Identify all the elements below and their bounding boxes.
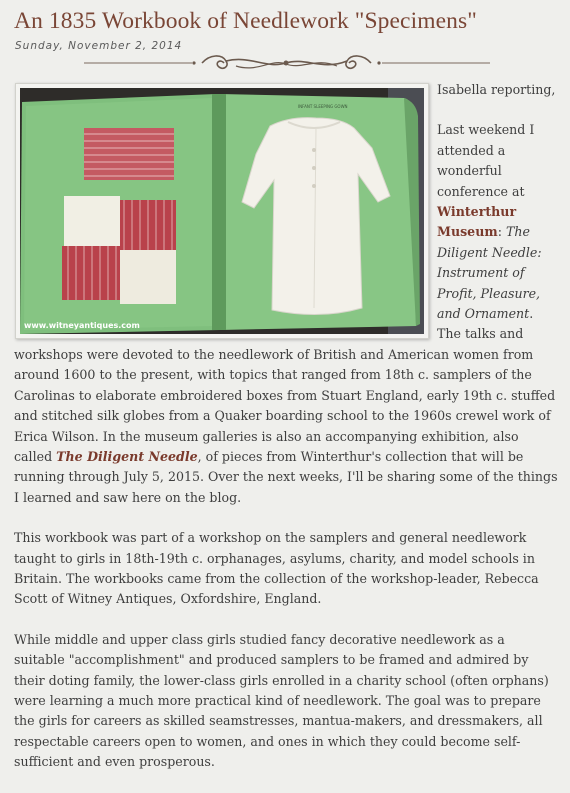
para1-text-c: , of pieces from Winterthur's collection that will be running through July 5, 2015. Over the next weeks, I'll be sharing some of the things I learned and saw here on the blog. [14,448,558,505]
diligent-needle-link[interactable]: The Diligent Needle [56,448,198,464]
para1-text-b: . The talks and workshops were devoted to the needlework of British and American women from around 1600 to the present, with topics that ranged from 18th c. samplers of the Carolinas to elaborate embroidered boxes from Stuart England, early 19th c. stuffed and stitched silk globes from a Quaker boarding school to the 1960s crewel work of Erica Wilson. In the museum galleries is also an accompanying exhibition, also called [14,306,556,464]
conference-title: The Diligent Needle: Instrument of Profit, Pleasure, and Ornament [437,224,542,322]
page-heading: INFANT SLEEPING GOWN [298,104,348,109]
post-title[interactable]: An 1835 Workbook of Needlework "Specimens" [14,8,477,34]
ornamental-divider [14,51,559,75]
paragraph-2: This workbook was part of a workshop on the samplers and general needlework taught to girls in 18th-19th c. orphanages, asylums, charity, and model schools in Britain. The workbooks came from the collection of the workshop-leader, Rebecca Scott of Witney Antiques, Oxfordshire, England. [14,530,539,607]
photo-watermark: www.witneyantiques.com [24,321,140,330]
para1-colon: : [497,224,506,240]
image-wrap-spacer [14,80,437,342]
para1-text-a: Last weekend I attended a wonderful conference at [437,122,535,199]
winterthur-museum-link[interactable]: Winterthur Museum [437,204,517,240]
post-date: Sunday, November 2, 2014 [15,40,183,52]
reporter-line: Isabella reporting, [437,82,556,97]
post-body [14,80,559,793]
paragraph-3: While middle and upper class girls studied fancy decorative needlework as a suitable "accomplishment" and produced samplers to be framed and admired by their doting family, the lower-class girls enrolled in a charity school (often orphans) were learning a much more practical kind of needlework. The goal was to prepare the girls for careers as skilled seamstresses, mantua-makers, and dressmakers, all respectable careers open to women, and ones in which they could become self-sufficient and even prosperous. [14,631,549,770]
